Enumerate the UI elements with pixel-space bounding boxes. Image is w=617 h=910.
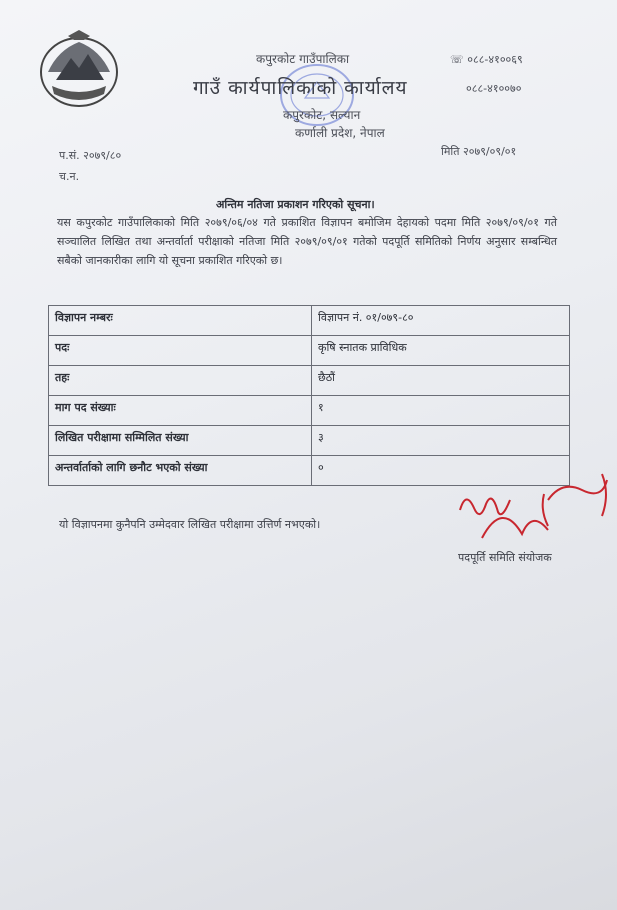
phone-number-2: ०८८-४१००७०	[466, 82, 522, 95]
office-title: गाउँ कार्यपालिकाको कार्यालय	[193, 77, 408, 99]
table-row	[49, 306, 570, 336]
table-value: छैठौं	[312, 366, 570, 396]
table-row	[49, 336, 570, 366]
table-row	[49, 426, 570, 456]
municipality-name: कपुरकोट गाउँपालिका	[256, 52, 350, 66]
notice-body: यस कपुरकोट गाउँपालिकाको मिति २०७९/०६/०४ गते प्रकाशित विज्ञापन बमोजिम देहायको पदमा मिति २०७९/०९/०१ गते सञ्चालित लिखित तथा अन्तर्वार्ता परीक्षाको नतिजा मिति २०७९/०९/०१ गतेको पदपूर्ति समितिको निर्णय अनुसार सम्बन्धित सबैको जानकारीका लागि यो सूचना प्रकाशित गरिएको छ।	[57, 216, 557, 267]
phone-number-1: ☏ ०८८-४१००६९	[450, 53, 523, 66]
table-label: विज्ञापन नम्बरः	[49, 306, 312, 336]
province-name: कर्णाली प्रदेश, नेपाल	[295, 126, 385, 140]
reference-number: प.सं. २०७९/८०	[59, 149, 122, 162]
handwritten-signature	[452, 460, 612, 550]
notice-title: अन्तिम नतिजा प्रकाशन गरिएको सूचना।	[216, 198, 375, 211]
notice-date: मिति २०७९/०९/०१	[441, 145, 517, 158]
table-value: कृषि स्नातक प्राविधिक	[312, 336, 570, 366]
table-value: ३	[312, 426, 570, 456]
table-value: १	[312, 396, 570, 426]
footer-note: यो विज्ञापनमा कुनैपनि उम्मेदवार लिखित परीक्षामा उत्तिर्ण नभएको।	[59, 518, 321, 531]
table-value: विज्ञापन नं. ०१/०७९-८०	[312, 306, 570, 336]
signatory-role: पदपूर्ति समिति संयोजक	[458, 551, 552, 564]
result-table	[48, 305, 570, 486]
table-label: अन्तर्वार्ताको लागि छनौट भएको संख्या	[49, 456, 312, 486]
table-value: ०	[312, 456, 570, 486]
table-label: माग पद संख्याः	[49, 396, 312, 426]
table-row	[49, 366, 570, 396]
dispatch-number: च.न.	[59, 170, 80, 183]
emblem-icon	[38, 28, 120, 110]
table-row	[49, 396, 570, 426]
table-label: लिखित परीक्षामा सम्मिलित संख्या	[49, 426, 312, 456]
office-address: कपुरकोट, सल्यान	[283, 108, 361, 122]
table-label: तहः	[49, 366, 312, 396]
table-label: पदः	[49, 336, 312, 366]
